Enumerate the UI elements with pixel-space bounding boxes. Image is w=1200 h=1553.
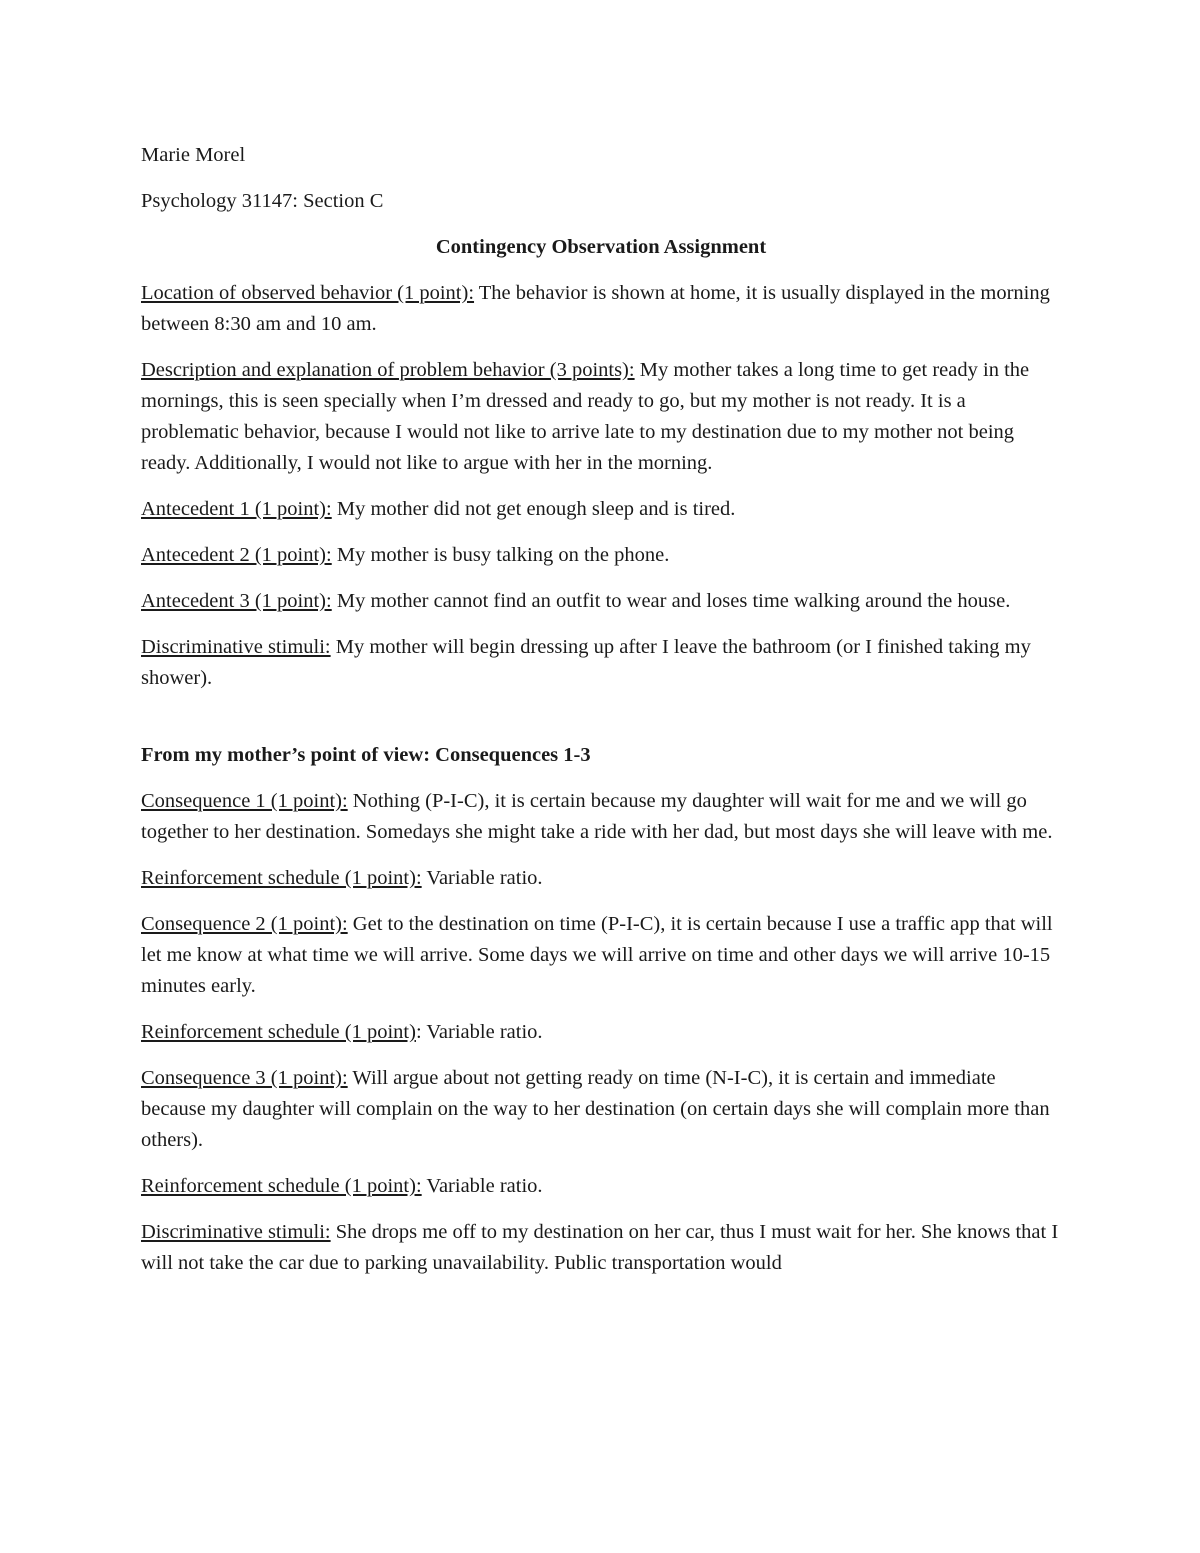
discriminative-stimuli-2-paragraph — [141, 1217, 1061, 1279]
antecedent-3-text: My mother cannot find an outfit to wear and loses time walking around the house. — [331, 590, 1011, 612]
antecedent-1-label: Antecedent 1 (1 point): — [141, 498, 332, 520]
description-text: My mother takes a long time to get ready in the mornings, this is seen specially when I’m dressed and ready to go, but my mother is not ready. It is a problematic behavior, because I would not like to arrive late to my destination due to my mother not being ready. Additionally, I would not like to argue with her in the morning. — [141, 359, 1030, 474]
antecedent-3-paragraph — [141, 586, 1061, 617]
schedule-3-text: Variable ratio. — [421, 1175, 543, 1197]
schedule-1-text: Variable ratio. — [421, 867, 543, 889]
description-paragraph — [141, 355, 1061, 479]
antecedent-1-text: My mother did not get enough sleep and is tired. — [331, 498, 736, 520]
discriminative-stimuli-2-text: She drops me off to my destination on her car, thus I must wait for her. She knows that I will not take the car due to parking unavailability. Public transportation would — [141, 1221, 1059, 1274]
discriminative-stimuli-1-paragraph — [141, 632, 1061, 694]
consequence-2-text: Get to the destination on time (P-I-C), it is certain because I use a traffic app that will let me know at what time we will arrive. Some days we will arrive on time and other days we will arrive 10-15 minutes early. — [141, 913, 1053, 997]
schedule-2-paragraph — [141, 1017, 1061, 1048]
schedule-3-label: Reinforcement schedule (1 point): — [141, 1175, 422, 1197]
location-paragraph — [141, 278, 1061, 340]
antecedent-2-text: My mother is busy talking on the phone. — [331, 544, 670, 566]
document-page — [141, 140, 1061, 1294]
antecedent-2-label: Antecedent 2 (1 point): — [141, 544, 332, 566]
consequence-3-label: Consequence 3 (1 point): — [141, 1067, 348, 1089]
consequence-1-label: Consequence 1 (1 point): — [141, 790, 348, 812]
consequences-heading: From my mother’s point of view: Consequences 1-3 — [141, 744, 591, 766]
antecedent-1-paragraph — [141, 494, 1061, 525]
consequence-3-paragraph — [141, 1063, 1061, 1156]
schedule-1-paragraph — [141, 863, 1061, 894]
location-label: Location of observed behavior (1 point): — [141, 282, 475, 304]
description-label: Description and explanation of problem behavior (3 points): — [141, 359, 635, 381]
author-name: Marie Morel — [141, 144, 246, 166]
schedule-3-paragraph — [141, 1171, 1061, 1202]
course-line: Psychology 31147: Section C — [141, 190, 384, 212]
discriminative-stimuli-1-text: My mother will begin dressing up after I leave the bathroom (or I finished taking my shower). — [141, 636, 1031, 689]
schedule-2-label: Reinforcement schedule (1 point) — [141, 1021, 416, 1043]
antecedent-3-label: Antecedent 3 (1 point): — [141, 590, 332, 612]
discriminative-stimuli-1-label: Discriminative stimuli: — [141, 636, 331, 658]
consequence-2-paragraph — [141, 909, 1061, 1002]
location-text: The behavior is shown at home, it is usually displayed in the morning between 8:30 am and 10 am. — [141, 282, 1050, 335]
consequence-1-paragraph — [141, 786, 1061, 848]
discriminative-stimuli-2-label: Discriminative stimuli: — [141, 1221, 331, 1243]
antecedent-2-paragraph — [141, 540, 1061, 571]
document-title: Contingency Observation Assignment — [435, 236, 767, 258]
consequence-3-text: Will argue about not getting ready on time (N-I-C), it is certain and immediate because my daughter will complain on the way to her destination (on certain days she will complain more than others). — [141, 1067, 1050, 1151]
schedule-1-label: Reinforcement schedule (1 point): — [141, 867, 422, 889]
consequence-2-label: Consequence 2 (1 point): — [141, 913, 348, 935]
schedule-2-text: : Variable ratio. — [415, 1021, 543, 1043]
consequence-1-text: Nothing (P-I-C), it is certain because my daughter will wait for me and we will go together to her destination. Somedays she might take a ride with her dad, but most days she will leave with me. — [141, 790, 1053, 843]
blank-line — [141, 709, 1061, 740]
